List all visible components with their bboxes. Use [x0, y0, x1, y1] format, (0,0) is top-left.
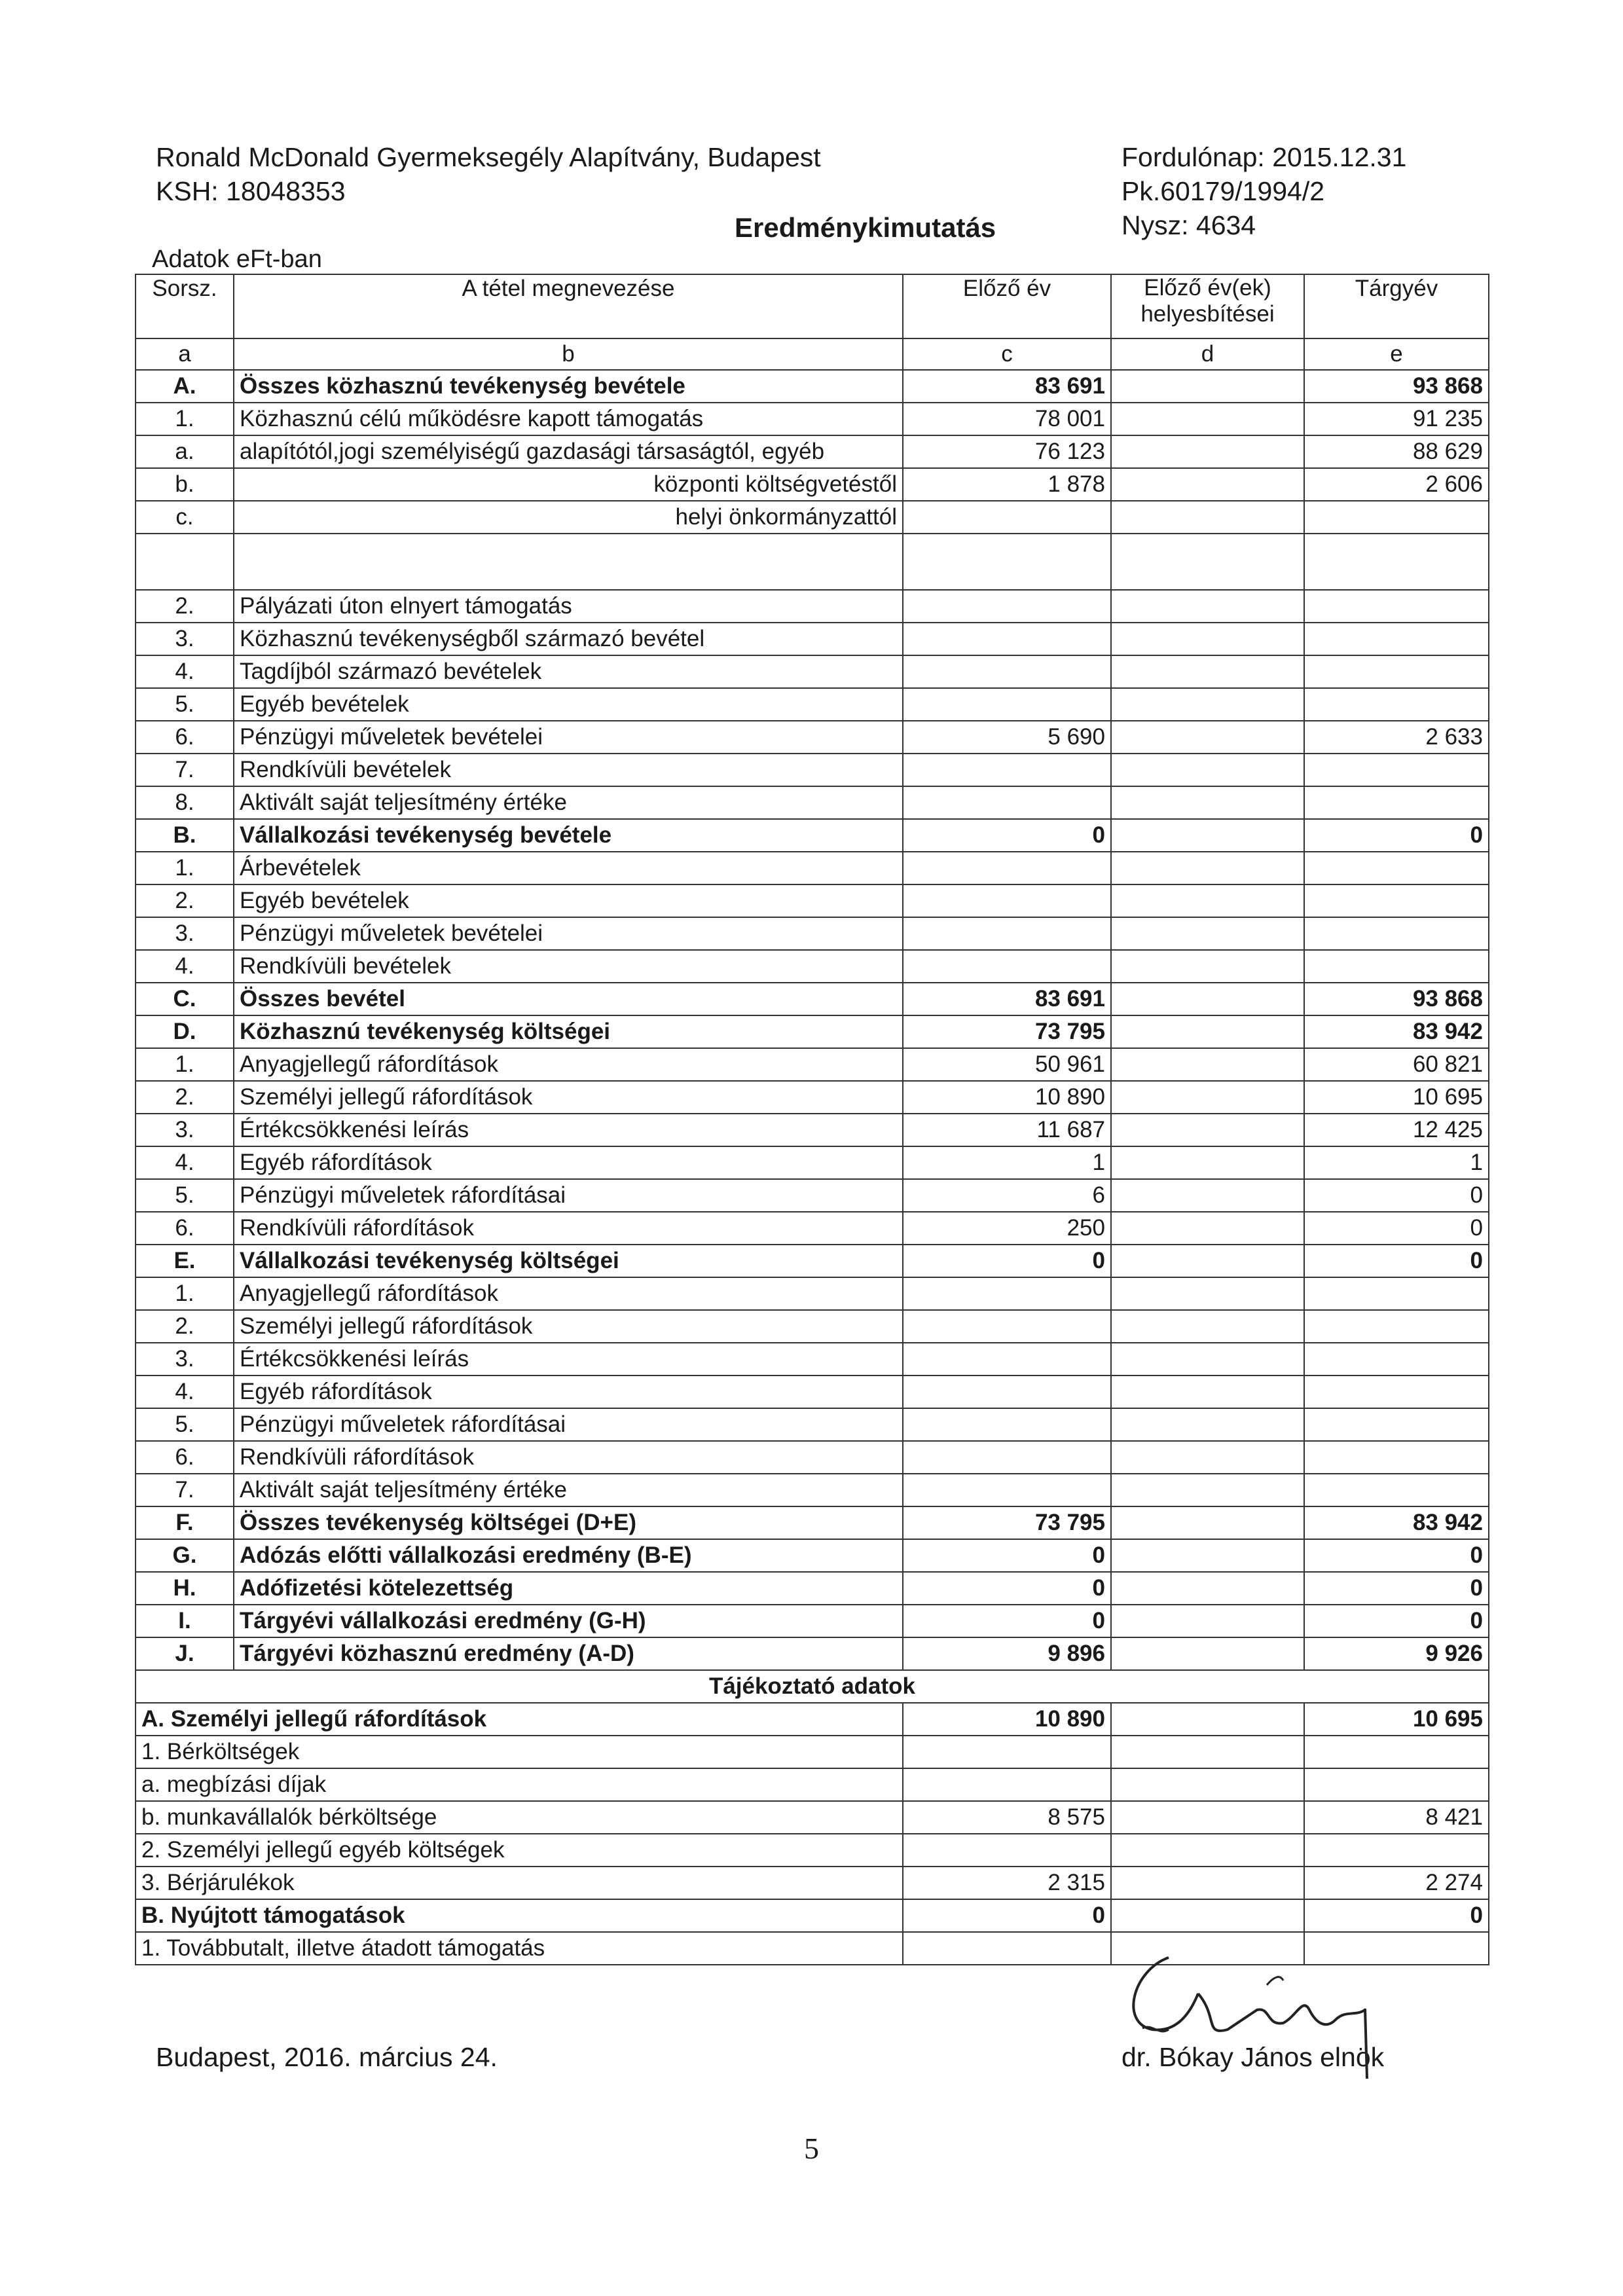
- row-sorsz: 3.: [136, 1114, 234, 1146]
- table-row: [136, 403, 1489, 435]
- row-sorsz: 3.: [136, 623, 234, 655]
- row-correction-value: [1111, 1539, 1304, 1572]
- table-row: [136, 688, 1489, 721]
- row-name: Aktivált saját teljesítmény értéke: [234, 1474, 903, 1506]
- row-prev-value: [903, 1277, 1111, 1310]
- row-sorsz: 6.: [136, 1441, 234, 1474]
- table-row: [136, 1114, 1489, 1146]
- info-title-row: [136, 1670, 1489, 1703]
- row-correction-value: [1111, 1572, 1304, 1605]
- row-curr-value: [1304, 1310, 1489, 1343]
- row-curr-value: 0: [1304, 1245, 1489, 1277]
- row-curr-value: [1304, 688, 1489, 721]
- row-sorsz: 3.: [136, 1343, 234, 1376]
- col-header-name: A tétel megnevezése: [234, 274, 903, 338]
- row-name: Pénzügyi műveletek bevételei: [234, 721, 903, 754]
- info-row-name: b. munkavállalók bérköltsége: [136, 1801, 903, 1834]
- document-title: Eredménykimutatás: [735, 212, 996, 243]
- row-correction-value: [1111, 1179, 1304, 1212]
- row-prev-value: 250: [903, 1212, 1111, 1245]
- row-sorsz: a.: [136, 435, 234, 468]
- row-prev-value: [903, 950, 1111, 983]
- col-letter-c: c: [903, 338, 1111, 370]
- table-row: [136, 623, 1489, 655]
- row-curr-value: 0: [1304, 819, 1489, 852]
- row-sorsz: [136, 534, 234, 590]
- row-curr-value: 83 942: [1304, 1015, 1489, 1048]
- table-row: [136, 1179, 1489, 1212]
- row-curr-value: [1304, 623, 1489, 655]
- row-prev-value: [903, 852, 1111, 884]
- row-sorsz: 4.: [136, 950, 234, 983]
- row-name: Egyéb ráfordítások: [234, 1146, 903, 1179]
- row-sorsz: c.: [136, 501, 234, 534]
- col-header-corr: Előző év(ek) helyesbítései: [1111, 274, 1304, 338]
- table-row: [136, 950, 1489, 983]
- row-name: Vállalkozási tevékenység költségei: [234, 1245, 903, 1277]
- row-sorsz: 3.: [136, 917, 234, 950]
- row-correction-value: [1111, 1212, 1304, 1245]
- info-row: [136, 1736, 1489, 1768]
- row-curr-value: [1304, 950, 1489, 983]
- row-correction-value: [1111, 1114, 1304, 1146]
- row-curr-value: 10 695: [1304, 1081, 1489, 1114]
- table-row: [136, 1637, 1489, 1670]
- pk-number: Pk.60179/1994/2: [1122, 176, 1325, 206]
- row-prev-value: [903, 1441, 1111, 1474]
- row-curr-value: [1304, 852, 1489, 884]
- row-name: Közhasznú célú működésre kapott támogatás: [234, 403, 903, 435]
- row-correction-value: [1111, 852, 1304, 884]
- row-curr-value: [1304, 884, 1489, 917]
- info-row-correction-value: [1111, 1703, 1304, 1736]
- col-letter-b: b: [234, 338, 903, 370]
- row-prev-value: 0: [903, 1539, 1111, 1572]
- row-name: Rendkívüli bevételek: [234, 754, 903, 786]
- row-prev-value: [903, 1343, 1111, 1376]
- row-prev-value: [903, 1310, 1111, 1343]
- row-prev-value: 5 690: [903, 721, 1111, 754]
- col-header-prev: Előző év: [903, 274, 1111, 338]
- row-sorsz: 5.: [136, 1408, 234, 1441]
- row-prev-value: 83 691: [903, 370, 1111, 403]
- row-sorsz: J.: [136, 1637, 234, 1670]
- info-row-name: A. Személyi jellegű ráfordítások: [136, 1703, 903, 1736]
- row-name: Vállalkozási tevékenység bevétele: [234, 819, 903, 852]
- row-curr-value: 0: [1304, 1572, 1489, 1605]
- info-row-prev-value: [903, 1736, 1111, 1768]
- info-row-correction-value: [1111, 1834, 1304, 1867]
- table-row: [136, 468, 1489, 501]
- col-letter-d: d: [1111, 338, 1304, 370]
- row-prev-value: [903, 688, 1111, 721]
- info-row-prev-value: 0: [903, 1899, 1111, 1932]
- info-row: [136, 1801, 1489, 1834]
- row-prev-value: 9 896: [903, 1637, 1111, 1670]
- table-row: [136, 1506, 1489, 1539]
- units-note: Adatok eFt-ban: [152, 246, 322, 273]
- row-name: Közhasznú tevékenység költségei: [234, 1015, 903, 1048]
- col-letter-a: a: [136, 338, 234, 370]
- row-prev-value: 0: [903, 1245, 1111, 1277]
- info-row-curr-value: 0: [1304, 1899, 1489, 1932]
- row-name: Aktivált saját teljesítmény értéke: [234, 786, 903, 819]
- row-curr-value: [1304, 1441, 1489, 1474]
- row-curr-value: 0: [1304, 1605, 1489, 1637]
- row-sorsz: G.: [136, 1539, 234, 1572]
- row-correction-value: [1111, 1376, 1304, 1408]
- row-prev-value: 1 878: [903, 468, 1111, 501]
- row-correction-value: [1111, 1441, 1304, 1474]
- col-header-sorsz: Sorsz.: [136, 274, 234, 338]
- info-row-correction-value: [1111, 1801, 1304, 1834]
- row-correction-value: [1111, 917, 1304, 950]
- table-letter-row: [136, 338, 1489, 370]
- info-row-name: 2. Személyi jellegű egyéb költségek: [136, 1834, 903, 1867]
- row-correction-value: [1111, 1081, 1304, 1114]
- row-sorsz: E.: [136, 1245, 234, 1277]
- row-sorsz: 4.: [136, 1376, 234, 1408]
- info-row-name: a. megbízási díjak: [136, 1768, 903, 1801]
- table-row: [136, 852, 1489, 884]
- row-correction-value: [1111, 501, 1304, 534]
- info-row: [136, 1703, 1489, 1736]
- row-sorsz: 4.: [136, 1146, 234, 1179]
- row-sorsz: 7.: [136, 1474, 234, 1506]
- row-sorsz: I.: [136, 1605, 234, 1637]
- row-curr-value: [1304, 1408, 1489, 1441]
- info-row-curr-value: [1304, 1834, 1489, 1867]
- row-correction-value: [1111, 721, 1304, 754]
- nysz-number: Nysz: 4634: [1122, 210, 1256, 240]
- table-row: [136, 1212, 1489, 1245]
- row-prev-value: 83 691: [903, 983, 1111, 1015]
- row-curr-value: [1304, 786, 1489, 819]
- row-sorsz: F.: [136, 1506, 234, 1539]
- row-name: Tagdíjból származó bevételek: [234, 655, 903, 688]
- info-row-name: B. Nyújtott támogatások: [136, 1899, 903, 1932]
- row-correction-value: [1111, 1637, 1304, 1670]
- info-row-name: 1. Bérköltségek: [136, 1736, 903, 1768]
- row-sorsz: 6.: [136, 721, 234, 754]
- row-correction-value: [1111, 1277, 1304, 1310]
- row-sorsz: 8.: [136, 786, 234, 819]
- row-prev-value: 10 890: [903, 1081, 1111, 1114]
- fordulonap: Fordulónap: 2015.12.31: [1122, 142, 1407, 172]
- info-row-curr-value: 2 274: [1304, 1867, 1489, 1899]
- row-name: Adózás előtti vállalkozási eredmény (B-E): [234, 1539, 903, 1572]
- info-row-correction-value: [1111, 1768, 1304, 1801]
- row-correction-value: [1111, 1343, 1304, 1376]
- table-row: [136, 1441, 1489, 1474]
- row-curr-value: [1304, 754, 1489, 786]
- table-row: [136, 1474, 1489, 1506]
- row-sorsz: 5.: [136, 1179, 234, 1212]
- row-prev-value: [903, 501, 1111, 534]
- col-header-curr: Tárgyév: [1304, 274, 1489, 338]
- row-name: Személyi jellegű ráfordítások: [234, 1310, 903, 1343]
- row-sorsz: 2.: [136, 884, 234, 917]
- row-sorsz: 5.: [136, 688, 234, 721]
- row-correction-value: [1111, 1310, 1304, 1343]
- row-prev-value: 11 687: [903, 1114, 1111, 1146]
- row-name: Értékcsökkenési leírás: [234, 1343, 903, 1376]
- row-sorsz: 2.: [136, 1310, 234, 1343]
- signer-name: dr. Bókay János elnök: [1122, 2042, 1385, 2072]
- table-row: [136, 1376, 1489, 1408]
- row-curr-value: [1304, 534, 1489, 590]
- table-row: [136, 370, 1489, 403]
- table-row: [136, 1277, 1489, 1310]
- row-prev-value: [903, 1376, 1111, 1408]
- row-sorsz: 1.: [136, 852, 234, 884]
- row-prev-value: 0: [903, 1572, 1111, 1605]
- row-prev-value: [903, 884, 1111, 917]
- info-row: [136, 1899, 1489, 1932]
- row-name: Személyi jellegű ráfordítások: [234, 1081, 903, 1114]
- table-header-row: [136, 274, 1489, 338]
- col-letter-e: e: [1304, 338, 1489, 370]
- row-curr-value: 12 425: [1304, 1114, 1489, 1146]
- row-prev-value: 76 123: [903, 435, 1111, 468]
- table-row: [136, 754, 1489, 786]
- row-curr-value: [1304, 1277, 1489, 1310]
- row-name: Tárgyévi közhasznú eredmény (A-D): [234, 1637, 903, 1670]
- row-correction-value: [1111, 1408, 1304, 1441]
- table-row: [136, 1146, 1489, 1179]
- table-row: [136, 1408, 1489, 1441]
- row-curr-value: 2 606: [1304, 468, 1489, 501]
- row-curr-value: 9 926: [1304, 1637, 1489, 1670]
- row-correction-value: [1111, 754, 1304, 786]
- row-prev-value: 73 795: [903, 1506, 1111, 1539]
- info-row-curr-value: 8 421: [1304, 1801, 1489, 1834]
- row-correction-value: [1111, 403, 1304, 435]
- row-name: [234, 534, 903, 590]
- row-correction-value: [1111, 590, 1304, 623]
- row-name: Adófizetési kötelezettség: [234, 1572, 903, 1605]
- row-correction-value: [1111, 1605, 1304, 1637]
- row-sorsz: D.: [136, 1015, 234, 1048]
- table-row: [136, 819, 1489, 852]
- row-name: Egyéb bevételek: [234, 884, 903, 917]
- row-prev-value: 0: [903, 819, 1111, 852]
- info-row-curr-value: [1304, 1768, 1489, 1801]
- row-name: Tárgyévi vállalkozási eredmény (G-H): [234, 1605, 903, 1637]
- row-name: Összes közhasznú tevékenység bevétele: [234, 370, 903, 403]
- row-curr-value: [1304, 917, 1489, 950]
- row-prev-value: 73 795: [903, 1015, 1111, 1048]
- row-name: Anyagjellegű ráfordítások: [234, 1048, 903, 1081]
- row-curr-value: [1304, 655, 1489, 688]
- ksh-number: KSH: 18048353: [156, 176, 346, 206]
- row-correction-value: [1111, 534, 1304, 590]
- info-title: Tájékoztató adatok: [136, 1670, 1489, 1703]
- table-row: [136, 1572, 1489, 1605]
- row-prev-value: [903, 1408, 1111, 1441]
- row-correction-value: [1111, 468, 1304, 501]
- info-row-curr-value: 10 695: [1304, 1703, 1489, 1736]
- row-sorsz: 6.: [136, 1212, 234, 1245]
- row-prev-value: 0: [903, 1605, 1111, 1637]
- row-name: Árbevételek: [234, 852, 903, 884]
- row-name: Összes tevékenység költségei (D+E): [234, 1506, 903, 1539]
- row-curr-value: 93 868: [1304, 370, 1489, 403]
- row-curr-value: 88 629: [1304, 435, 1489, 468]
- row-sorsz: 2.: [136, 1081, 234, 1114]
- organization-name: Ronald McDonald Gyermeksegély Alapítvány, Budapest: [156, 142, 821, 172]
- row-name: Közhasznú tevékenységből származó bevétel: [234, 623, 903, 655]
- row-curr-value: [1304, 1343, 1489, 1376]
- handwritten-signature: [1106, 1931, 1421, 2082]
- info-row-name: 1. Továbbutalt, illetve átadott támogatás: [136, 1932, 903, 1965]
- row-name: Pénzügyi műveletek bevételei: [234, 917, 903, 950]
- page-number: 5: [804, 2132, 819, 2165]
- table-row: [136, 1343, 1489, 1376]
- row-correction-value: [1111, 1146, 1304, 1179]
- row-correction-value: [1111, 1474, 1304, 1506]
- table-row: [136, 1539, 1489, 1572]
- row-prev-value: 78 001: [903, 403, 1111, 435]
- row-prev-value: 1: [903, 1146, 1111, 1179]
- row-sorsz: 2.: [136, 590, 234, 623]
- row-correction-value: [1111, 1506, 1304, 1539]
- row-name: Rendkívüli ráfordítások: [234, 1441, 903, 1474]
- place-date: Budapest, 2016. március 24.: [156, 2042, 498, 2072]
- row-name: Pályázati úton elnyert támogatás: [234, 590, 903, 623]
- row-sorsz: A.: [136, 370, 234, 403]
- table-row: [136, 983, 1489, 1015]
- row-name: Pénzügyi műveletek ráfordításai: [234, 1408, 903, 1441]
- row-correction-value: [1111, 1048, 1304, 1081]
- info-row-name: 3. Bérjárulékok: [136, 1867, 903, 1899]
- row-name: Értékcsökkenési leírás: [234, 1114, 903, 1146]
- table-row: [136, 1310, 1489, 1343]
- row-correction-value: [1111, 884, 1304, 917]
- row-correction-value: [1111, 435, 1304, 468]
- row-sorsz: 1.: [136, 1048, 234, 1081]
- info-row-correction-value: [1111, 1736, 1304, 1768]
- table-row: [136, 1081, 1489, 1114]
- row-correction-value: [1111, 655, 1304, 688]
- row-name: alapítótól,jogi személyiségű gazdasági társaságtól, egyéb: [234, 435, 903, 468]
- row-curr-value: 91 235: [1304, 403, 1489, 435]
- row-curr-value: [1304, 1474, 1489, 1506]
- row-curr-value: 0: [1304, 1539, 1489, 1572]
- info-row-prev-value: [903, 1768, 1111, 1801]
- row-correction-value: [1111, 370, 1304, 403]
- row-name: Anyagjellegű ráfordítások: [234, 1277, 903, 1310]
- row-name: Pénzügyi műveletek ráfordításai: [234, 1179, 903, 1212]
- row-curr-value: 1: [1304, 1146, 1489, 1179]
- row-name: Rendkívüli ráfordítások: [234, 1212, 903, 1245]
- row-correction-value: [1111, 623, 1304, 655]
- table-row: [136, 884, 1489, 917]
- row-prev-value: [903, 623, 1111, 655]
- row-prev-value: [903, 1474, 1111, 1506]
- row-name: helyi önkormányzattól: [234, 501, 903, 534]
- row-curr-value: 60 821: [1304, 1048, 1489, 1081]
- row-curr-value: 2 633: [1304, 721, 1489, 754]
- row-sorsz: C.: [136, 983, 234, 1015]
- row-correction-value: [1111, 950, 1304, 983]
- row-name: Rendkívüli bevételek: [234, 950, 903, 983]
- row-correction-value: [1111, 786, 1304, 819]
- income-statement-table: [135, 274, 1489, 1965]
- row-curr-value: [1304, 501, 1489, 534]
- info-row-correction-value: [1111, 1867, 1304, 1899]
- row-prev-value: [903, 754, 1111, 786]
- row-correction-value: [1111, 688, 1304, 721]
- row-sorsz: 4.: [136, 655, 234, 688]
- table-row: [136, 1015, 1489, 1048]
- row-name: Egyéb bevételek: [234, 688, 903, 721]
- info-row-prev-value: [903, 1932, 1111, 1965]
- row-curr-value: 83 942: [1304, 1506, 1489, 1539]
- row-sorsz: 1.: [136, 1277, 234, 1310]
- info-row-prev-value: 2 315: [903, 1867, 1111, 1899]
- row-curr-value: 0: [1304, 1179, 1489, 1212]
- row-prev-value: [903, 786, 1111, 819]
- table-row: [136, 917, 1489, 950]
- info-row-prev-value: [903, 1834, 1111, 1867]
- row-prev-value: [903, 917, 1111, 950]
- table-row: [136, 590, 1489, 623]
- row-curr-value: 93 868: [1304, 983, 1489, 1015]
- row-sorsz: b.: [136, 468, 234, 501]
- row-prev-value: 6: [903, 1179, 1111, 1212]
- table-row: [136, 1048, 1489, 1081]
- info-row: [136, 1768, 1489, 1801]
- info-row: [136, 1834, 1489, 1867]
- row-sorsz: B.: [136, 819, 234, 852]
- table-row: [136, 1245, 1489, 1277]
- info-row-prev-value: 10 890: [903, 1703, 1111, 1736]
- row-correction-value: [1111, 983, 1304, 1015]
- table-row: [136, 435, 1489, 468]
- table-row: [136, 501, 1489, 534]
- info-row-curr-value: [1304, 1736, 1489, 1768]
- row-prev-value: 50 961: [903, 1048, 1111, 1081]
- row-curr-value: [1304, 1376, 1489, 1408]
- table-row: [136, 534, 1489, 590]
- row-curr-value: 0: [1304, 1212, 1489, 1245]
- row-prev-value: [903, 590, 1111, 623]
- row-sorsz: 1.: [136, 403, 234, 435]
- info-row-correction-value: [1111, 1899, 1304, 1932]
- row-prev-value: [903, 534, 1111, 590]
- row-correction-value: [1111, 1245, 1304, 1277]
- row-correction-value: [1111, 1015, 1304, 1048]
- row-correction-value: [1111, 819, 1304, 852]
- row-name: Egyéb ráfordítások: [234, 1376, 903, 1408]
- table-row: [136, 1605, 1489, 1637]
- row-curr-value: [1304, 590, 1489, 623]
- row-prev-value: [903, 655, 1111, 688]
- row-sorsz: 7.: [136, 754, 234, 786]
- row-name: Összes bevétel: [234, 983, 903, 1015]
- table-row: [136, 655, 1489, 688]
- info-row: [136, 1867, 1489, 1899]
- row-sorsz: H.: [136, 1572, 234, 1605]
- table-row: [136, 721, 1489, 754]
- row-name: központi költségvetéstől: [234, 468, 903, 501]
- info-row-prev-value: 8 575: [903, 1801, 1111, 1834]
- table-row: [136, 786, 1489, 819]
